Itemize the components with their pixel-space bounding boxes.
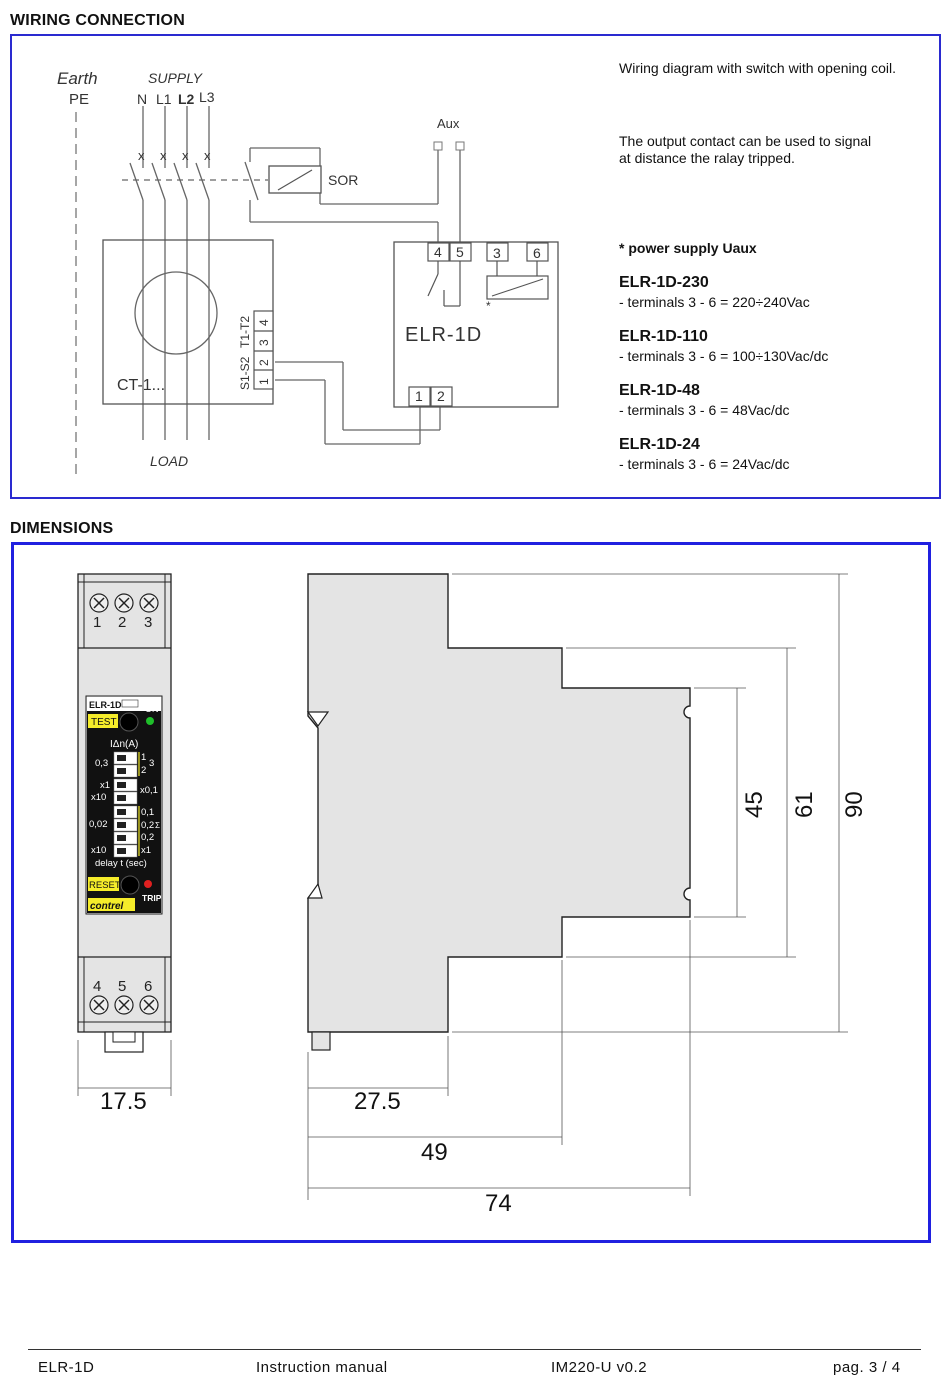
s1s2-label: S1-S2	[238, 356, 252, 390]
panel-trip: TRIP	[142, 893, 162, 903]
dim-17-5: 17.5	[100, 1088, 147, 1115]
ct-ring	[135, 272, 217, 354]
panel-on: ON	[145, 704, 159, 714]
panel-x10b: x10	[91, 845, 107, 856]
aux-terminal-left	[434, 142, 442, 150]
dim-74: 74	[485, 1190, 512, 1217]
panel-x10a: x10	[91, 792, 107, 803]
ct-terminal-4: 4	[257, 319, 271, 326]
aux-label: Aux	[437, 116, 460, 131]
dev-terminal-2: 2	[437, 388, 445, 404]
reset-button	[121, 876, 139, 894]
device-label: ELR-1D	[405, 324, 483, 346]
dimensions-section-title: DIMENSIONS	[10, 520, 114, 537]
model-name-110: ELR-1D-110	[619, 328, 708, 345]
panel-x0-1: x0,1	[140, 785, 158, 796]
power-supply-heading: * power supply Uaux	[619, 240, 757, 256]
footer-doc: Instruction manual	[256, 1359, 388, 1376]
earth-label: Earth	[57, 69, 98, 88]
sor-label: SOR	[328, 172, 359, 188]
t1t2-label: T1-T2	[238, 315, 252, 348]
footer-code: IM220-U v0.2	[551, 1359, 648, 1376]
dev-terminal-6: 6	[533, 245, 541, 261]
wiring-note-2a: The output contact can be used to signal	[619, 133, 872, 149]
dim-45: 45	[741, 791, 768, 818]
dim-27-5: 27.5	[354, 1088, 401, 1115]
l2-label: L2	[178, 91, 195, 107]
svg-text:x: x	[160, 148, 167, 163]
wiring-diagram	[12, 36, 939, 497]
trip-led	[144, 880, 152, 888]
dimensions-drawing	[14, 545, 928, 1240]
ct-terminal-2: 2	[257, 359, 271, 366]
wiring-frame	[10, 34, 941, 499]
n-label: N	[137, 91, 148, 107]
front-terminal-2: 2	[118, 614, 127, 631]
wiring-note-1: Wiring diagram with switch with opening coil.	[619, 60, 896, 76]
footer-product: ELR-1D	[38, 1359, 95, 1376]
svg-text:x: x	[138, 148, 145, 163]
model-spec-110: - terminals 3 - 6 = 100÷130Vac/dc	[619, 348, 829, 364]
panel-d0-2b: 0,2	[141, 832, 155, 843]
front-terminal-3: 3	[144, 614, 153, 631]
panel-x1a: x1	[100, 780, 111, 791]
dev-terminal-1: 1	[415, 388, 423, 404]
panel-brand: contrel	[90, 901, 124, 912]
supply-label: SUPPLY	[148, 70, 202, 86]
dimensions-frame	[11, 542, 931, 1243]
panel-reset: RESET	[89, 880, 121, 891]
panel-2: 2	[141, 765, 147, 776]
asterisk-label: *	[486, 299, 491, 313]
on-led	[146, 717, 154, 725]
panel-3: 3	[149, 758, 155, 769]
front-view	[78, 574, 171, 1052]
supply-x-marks	[138, 148, 211, 163]
model-spec-24: - terminals 3 - 6 = 24Vac/dc	[619, 456, 790, 472]
dev-terminal-5: 5	[456, 244, 464, 260]
panel-test: TEST	[91, 717, 117, 728]
test-button	[120, 713, 138, 731]
model-name-48: ELR-1D-48	[619, 382, 700, 399]
ct-terminal-3: 3	[257, 339, 271, 346]
panel-sigma: Σ	[155, 821, 160, 830]
aux-terminal-right	[456, 142, 464, 150]
dev-terminal-3: 3	[493, 245, 501, 261]
footer-page: pag. 3 / 4	[833, 1359, 901, 1376]
front-terminal-5: 5	[118, 978, 127, 995]
panel-idn: IΔn(A)	[110, 739, 139, 750]
front-terminal-4: 4	[93, 978, 102, 995]
panel-model: ELR-1D	[89, 700, 122, 710]
side-view-clip	[312, 1032, 330, 1050]
panel-d0-1: 0,1	[141, 807, 155, 818]
load-label: LOAD	[150, 453, 189, 469]
panel-x1b: x1	[141, 845, 152, 856]
panel-d0-2a: 0,2	[141, 820, 155, 831]
panel-delay: delay t (sec)	[95, 858, 147, 869]
dim-49: 49	[421, 1139, 448, 1166]
model-name-230: ELR-1D-230	[619, 274, 709, 291]
front-terminal-6: 6	[144, 978, 153, 995]
ct-label: CT-1...	[117, 377, 166, 394]
l3-label: L3	[199, 89, 215, 105]
dev-terminal-4: 4	[434, 244, 442, 260]
wiring-note-2b: at distance the ralay tripped.	[619, 150, 795, 166]
panel-0-02: 0,02	[89, 819, 108, 830]
pe-label: PE	[69, 91, 90, 108]
dim-61: 61	[791, 791, 818, 818]
dim-90: 90	[841, 791, 868, 818]
panel-1: 1	[141, 752, 147, 763]
model-spec-230: - terminals 3 - 6 = 220÷240Vac	[619, 294, 810, 310]
ct-terminal-1: 1	[257, 378, 271, 385]
svg-text:x: x	[204, 148, 211, 163]
model-spec-48: - terminals 3 - 6 = 48Vac/dc	[619, 402, 790, 418]
wiring-section-title: WIRING CONNECTION	[10, 12, 185, 29]
front-terminal-1: 1	[93, 614, 102, 631]
l1-label: L1	[156, 91, 172, 107]
panel-0-3: 0,3	[95, 758, 109, 769]
svg-text:x: x	[182, 148, 189, 163]
footer-rule	[28, 1349, 921, 1350]
model-name-24: ELR-1D-24	[619, 436, 700, 453]
side-view-housing	[308, 574, 690, 1032]
